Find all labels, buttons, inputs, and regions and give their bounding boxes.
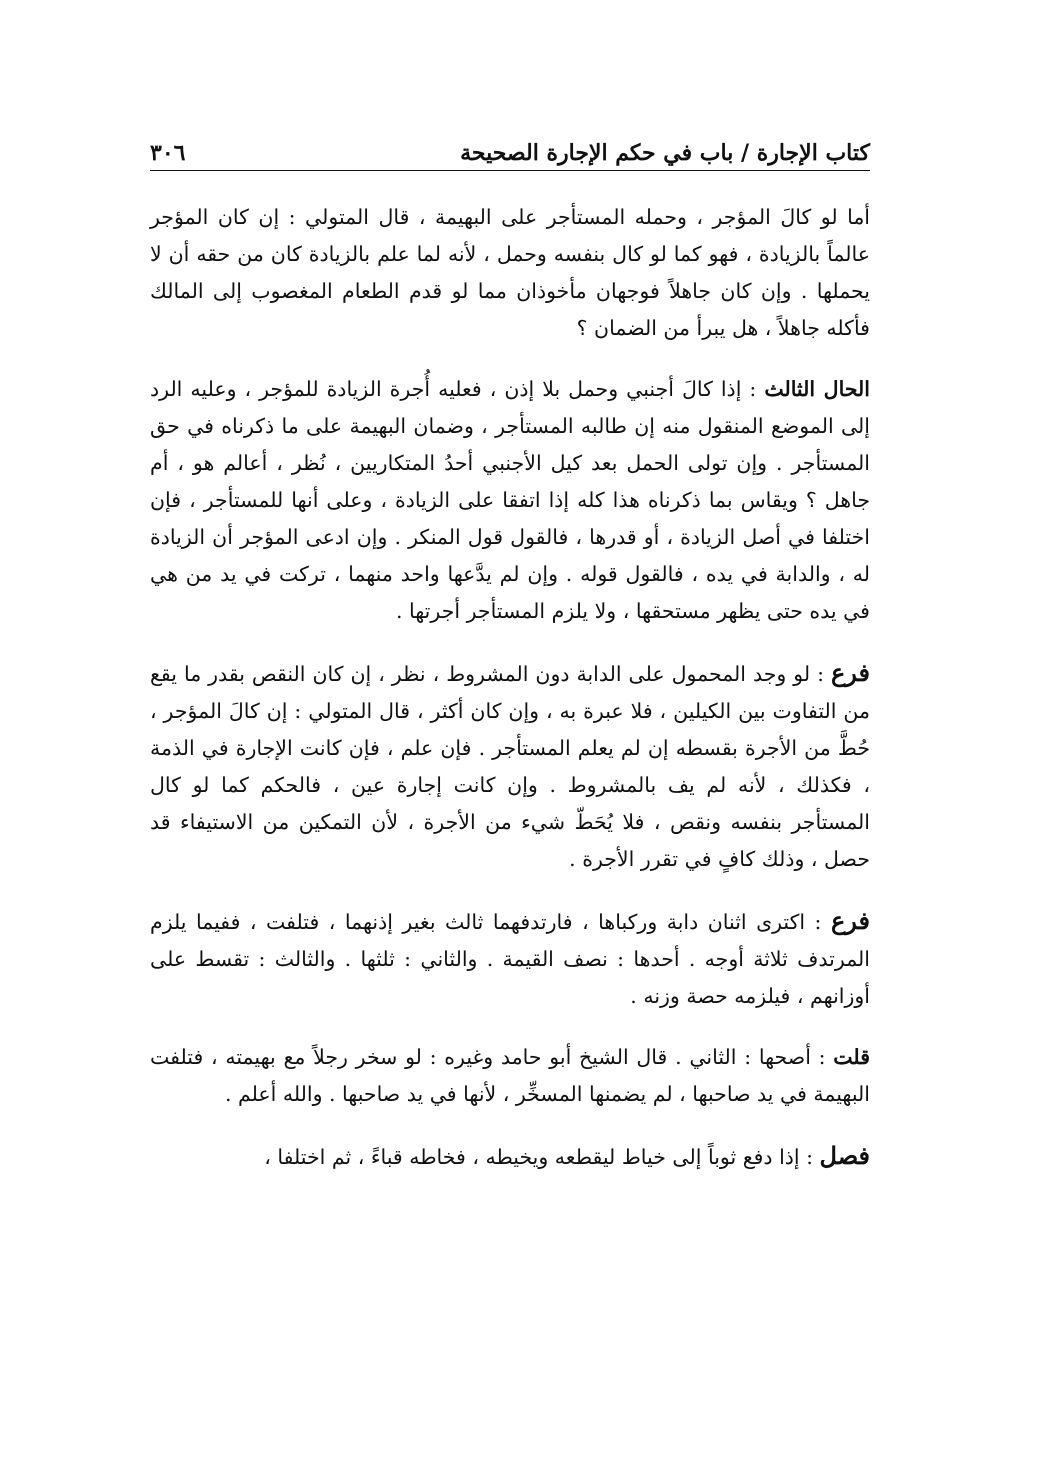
paragraph-heading: قلت xyxy=(833,1045,870,1069)
paragraph-text: أما لو كالَ المؤجر ، وحمله المستأجر على البهيمة ، قال المتولي : إن كان المؤجر عالماً بالزيادة ، فهو كما لو كال بنفسه وحمل ، لأنه لما علم بالزيادة كان من حقه أن لا يحملها . وإن كان جاهلاً فوجهان مأخوذان مما لو قدم الطعام المغصوب إلى المالك فأكله جاهلاً ، هل يبرأ من الضمان ؟ xyxy=(150,205,870,340)
header-title: كتاب الإجارة / باب في حكم الإجارة الصحيحة xyxy=(460,140,870,166)
paragraph xyxy=(150,371,870,630)
paragraph-heading: فرع xyxy=(830,906,870,935)
paragraph xyxy=(150,1137,870,1176)
paragraph-heading: فرع xyxy=(830,658,870,687)
paragraph xyxy=(150,654,870,878)
page-number: ٣٠٦ xyxy=(150,140,186,166)
paragraph-text: : لو وجد المحمول على الدابة دون المشروط ، نظر ، إن كان النقص بقدر ما يقع من التفاوت بين الكيلين ، فلا عبرة به ، وإن كان أكثر ، قال المتولي : إن كالَ المؤجر ، حُطَّ من الأجرة بقسطه إن لم يعلم المستأجر . فإن علم ، فإن كانت الإجارة في الذمة ، فكذلك ، لأنه لم يف بالمشروط . وإن كانت إجارة عين ، فالحكم كما لو كال المستأجر بنفسه ونقص ، فلا يُحَطّ شيء من الأجرة ، لأن التمكين من الاستيفاء قد حصل ، وذلك كافٍ في تقرر الأجرة . xyxy=(150,662,870,871)
paragraph xyxy=(150,1039,870,1113)
paragraph xyxy=(150,902,870,1015)
book-page xyxy=(150,140,870,1200)
paragraph xyxy=(150,199,870,347)
paragraph-heading: فصل xyxy=(819,1141,870,1170)
paragraph-text: : أصحها : الثاني . قال الشيخ أبو حامد وغيره : لو سخر رجلاً مع بهيمته ، فتلفت البهيمة في يد صاحبها ، لم يضمنها المسخِّر ، لأنها في يد صاحبها . والله أعلم . xyxy=(150,1045,870,1106)
running-header xyxy=(150,140,870,171)
paragraph-heading: الحال الثالث xyxy=(764,377,871,401)
paragraph-text: : إذا دفع ثوباً إلى خياط ليقطعه ويخيطه ، فخاطه قباءً ، ثم اختلفا ، xyxy=(264,1145,820,1169)
paragraph-text: : إذا كالَ أجنبي وحمل بلا إذن ، فعليه أُجرة الزيادة للمؤجر ، وعليه الرد إلى الموضع المنقول منه إن طالبه المستأجر ، وضمان البهيمة على ما ذكرناه في حق المستأجر . وإن تولى الحمل بعد كيل الأجنبي أحدُ المتكاريين ، نُظر ، أعالم هو ، أم جاهل ؟ ويقاس بما ذكرناه هذا كله إذا اتفقا على الزيادة ، وعلى أنها للمستأجر ، فإن اختلفا في أصل الزيادة ، أو قدرها ، فالقول قول المنكر . وإن ادعى المؤجر أن الزيادة له ، والدابة في يده ، فالقول قوله . وإن لم يدَّعها واحد منهما ، تركت في يد من هي في يده حتى يظهر مستحقها ، ولا يلزم المستأجر أجرتها . xyxy=(150,377,870,623)
paragraph-text: : اكترى اثنان دابة وركباها ، فارتدفهما ثالث بغير إذنهما ، فتلفت ، ففيما يلزم المرتدف ثلاثة أوجه . أحدها : نصف القيمة . والثاني : ثلثها . والثالث : تقسط على أوزانهم ، فيلزمه حصة وزنه . xyxy=(150,910,870,1008)
page-body xyxy=(150,199,870,1176)
